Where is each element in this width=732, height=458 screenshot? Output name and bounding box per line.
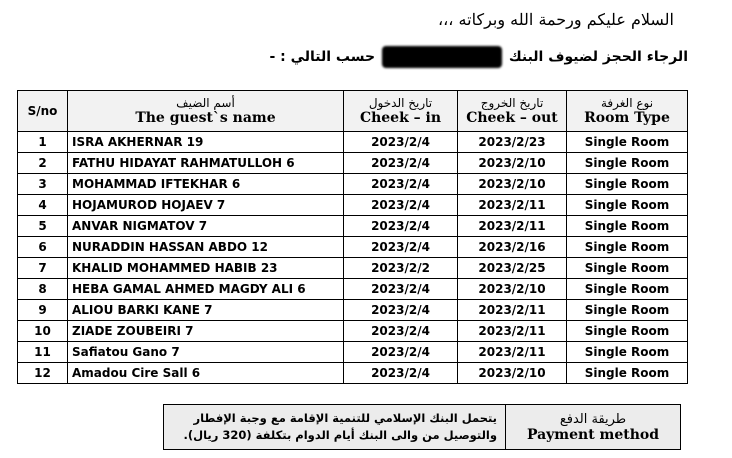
table-row <box>18 237 688 258</box>
cell-room-type: Single Room <box>567 258 688 279</box>
guest-table <box>17 90 688 384</box>
cell-checkin: 2023/2/4 <box>344 237 458 258</box>
cell-room-type: Single Room <box>567 300 688 321</box>
cell-guest-name: ZIADE ZOUBEIRI 7 <box>68 321 344 342</box>
header-room-type-ar: نوع الغرفة <box>600 96 654 110</box>
cell-sno: 11 <box>18 342 68 363</box>
cell-sno: 1 <box>18 132 68 153</box>
header-room-type <box>567 91 688 132</box>
cell-room-type: Single Room <box>567 237 688 258</box>
cell-checkout: 2023/2/11 <box>458 342 567 363</box>
cell-guest-name: ANVAR NIGMATOV 7 <box>68 216 344 237</box>
cell-checkout: 2023/2/10 <box>458 174 567 195</box>
cell-guest-name: NURADDIN HASSAN ABDO 12 <box>68 237 344 258</box>
table-row <box>18 321 688 342</box>
cell-checkin: 2023/2/2 <box>344 258 458 279</box>
payment-method-label-ar: طريقة الدفع <box>559 411 627 427</box>
request-text-start: الرجاء الحجز لضيوف البنك <box>508 49 688 65</box>
table-row <box>18 195 688 216</box>
table-row <box>18 132 688 153</box>
cell-guest-name: ISRA AKHERNAR 19 <box>68 132 344 153</box>
table-row <box>18 363 688 384</box>
payment-method-label <box>506 405 681 450</box>
cell-checkin: 2023/2/4 <box>344 321 458 342</box>
cell-guest-name: HOJAMUROD HOJAEV 7 <box>68 195 344 216</box>
cell-checkout: 2023/2/23 <box>458 132 567 153</box>
header-checkout <box>458 91 567 132</box>
cell-guest-name: ALIOU BARKI KANE 7 <box>68 300 344 321</box>
cell-checkout: 2023/2/10 <box>458 279 567 300</box>
table-row <box>18 279 688 300</box>
cell-room-type: Single Room <box>567 279 688 300</box>
cell-checkin: 2023/2/4 <box>344 300 458 321</box>
header-checkin <box>344 91 458 132</box>
header-checkin-ar: تاريخ الدخول <box>368 96 433 110</box>
cell-room-type: Single Room <box>567 363 688 384</box>
cell-checkout: 2023/2/11 <box>458 195 567 216</box>
cell-room-type: Single Room <box>567 216 688 237</box>
cell-sno: 4 <box>18 195 68 216</box>
cell-sno: 7 <box>18 258 68 279</box>
payment-table <box>163 404 681 450</box>
cell-checkin: 2023/2/4 <box>344 279 458 300</box>
cell-checkout: 2023/2/10 <box>458 153 567 174</box>
cell-room-type: Single Room <box>567 174 688 195</box>
table-row <box>18 342 688 363</box>
cell-room-type: Single Room <box>567 153 688 174</box>
header-checkin-en: Cheek – in <box>359 110 442 126</box>
header-checkout-en: Cheek – out <box>466 110 558 126</box>
cell-sno: 10 <box>18 321 68 342</box>
table-row <box>18 153 688 174</box>
cell-room-type: Single Room <box>567 195 688 216</box>
cell-checkout: 2023/2/10 <box>458 363 567 384</box>
redacted-block <box>382 46 502 68</box>
cell-sno: 2 <box>18 153 68 174</box>
header-guest-name-en: The guest`s name <box>135 110 276 126</box>
cell-checkout: 2023/2/16 <box>458 237 567 258</box>
header-room-type-en: Room Type <box>584 110 670 126</box>
cell-sno: 12 <box>18 363 68 384</box>
cell-sno: 9 <box>18 300 68 321</box>
cell-sno: 6 <box>18 237 68 258</box>
cell-sno: 8 <box>18 279 68 300</box>
payment-note-line2: والتوصيل من والى البنك أيام الدوام بتكلفة (320 ريال). <box>183 428 497 442</box>
cell-checkin: 2023/2/4 <box>344 153 458 174</box>
cell-checkin: 2023/2/4 <box>344 342 458 363</box>
cell-room-type: Single Room <box>567 132 688 153</box>
cell-sno: 3 <box>18 174 68 195</box>
cell-guest-name: KHALID MOHAMMED HABIB 23 <box>68 258 344 279</box>
payment-method-label-en: Payment method <box>526 426 660 443</box>
header-sno: S/no <box>18 91 68 132</box>
header-checkout-ar: تاريخ الخروج <box>480 96 544 110</box>
cell-guest-name: HEBA GAMAL AHMED MAGDY ALI 6 <box>68 279 344 300</box>
cell-guest-name: Safiatou Gano 7 <box>68 342 344 363</box>
request-text <box>269 46 688 68</box>
cell-checkout: 2023/2/25 <box>458 258 567 279</box>
header-guest-name <box>68 91 344 132</box>
cell-checkout: 2023/2/11 <box>458 321 567 342</box>
payment-note-line1: يتحمل البنك الإسلامي للتنمية الإقامة مع وجبة الإفطار <box>193 411 497 425</box>
cell-checkin: 2023/2/4 <box>344 174 458 195</box>
cell-guest-name: FATHU HIDAYAT RAHMATULLOH 6 <box>68 153 344 174</box>
header-guest-name-ar: أسم الضيف <box>176 96 235 110</box>
table-row <box>18 258 688 279</box>
table-row <box>18 300 688 321</box>
cell-checkin: 2023/2/4 <box>344 132 458 153</box>
cell-checkin: 2023/2/4 <box>344 195 458 216</box>
cell-sno: 5 <box>18 216 68 237</box>
cell-room-type: Single Room <box>567 342 688 363</box>
request-text-end: حسب التالي : - <box>269 49 376 65</box>
table-row <box>18 174 688 195</box>
cell-guest-name: Amadou Cire Sall 6 <box>68 363 344 384</box>
cell-guest-name: MOHAMMAD IFTEKHAR 6 <box>68 174 344 195</box>
cell-checkin: 2023/2/4 <box>344 216 458 237</box>
cell-room-type: Single Room <box>567 321 688 342</box>
greeting-text: السلام عليكم ورحمة الله وبركاته ،،، <box>437 10 674 29</box>
payment-note <box>164 405 506 450</box>
cell-checkout: 2023/2/11 <box>458 300 567 321</box>
table-row <box>18 216 688 237</box>
guest-table-header <box>18 91 688 132</box>
cell-checkin: 2023/2/4 <box>344 363 458 384</box>
cell-checkout: 2023/2/11 <box>458 216 567 237</box>
